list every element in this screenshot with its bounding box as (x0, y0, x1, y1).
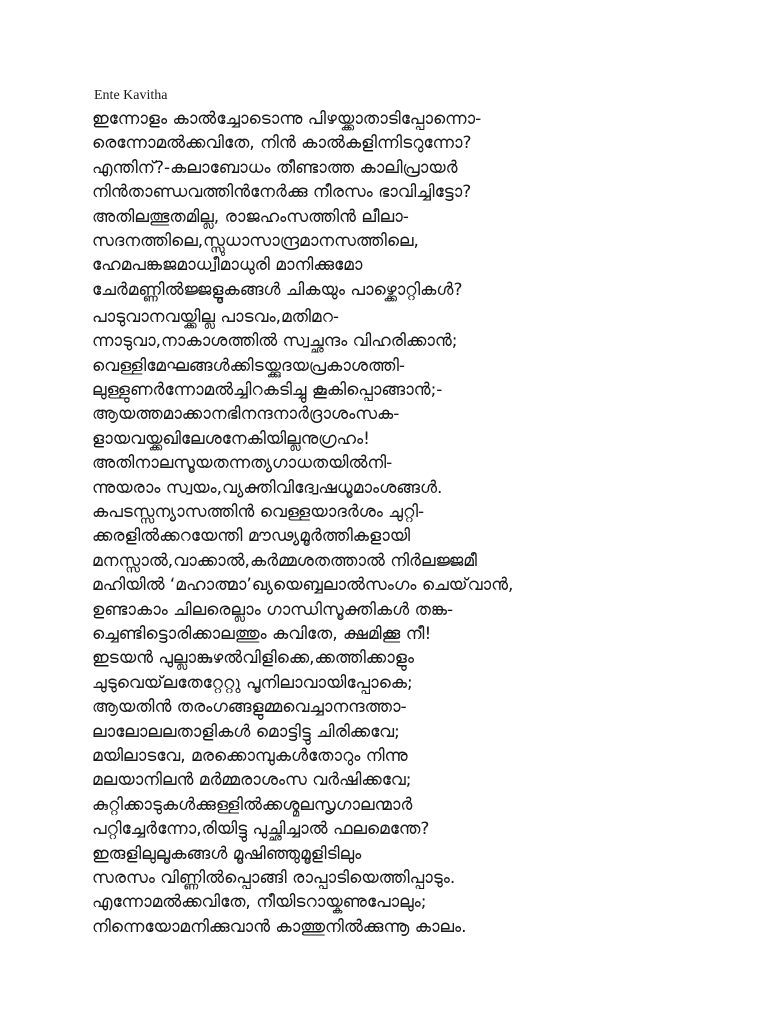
poem-line: ന്നുയരാം സ്വയം,വ്യക്തിവിദ്വേഷധൂമാംശങ്ങൾ. (92, 477, 443, 498)
poem-line: എന്തിന്?-കലാബോധം തീണ്ടാത്ത കാലിപ്രായർ (92, 157, 458, 178)
poem-line: ക്കരളിൽക്കറയേന്തി മൗഢ്യമൂർത്തികളായി (92, 526, 411, 547)
poem-line: ച്ചെണ്ടിട്ടൊരിക്കാലത്തും കവിതേ, ക്ഷമിക്കൂ നീ! (92, 624, 432, 644)
poem-line: ചേർമണ്ണിൽജ്ജളൂകങ്ങൾ ചികയും പാഴ്ക്കൊറ്റികൾ? (92, 279, 463, 300)
poem-line: മയിലാടവേ, മരക്കൊമ്പുകൾതോറും നിന്നു (92, 746, 408, 766)
poem-line: എന്നോമൽക്കവിതേ, നീയിടറായ്കണുപോലും; (92, 892, 427, 913)
poem-line: ഉണ്ടാകാം ചിലരെല്ലാം ഗാന്ധിസൂക്തികൾ തങ്ക- (92, 599, 454, 620)
poem-line: പാടുവാനവയ്ക്കില്ല പാടവം,മതിമറ- (92, 306, 339, 327)
poem-line: സദനത്തിലെ,സ്സുധാസാന്ദ്രമാനസത്തിലെ, (92, 231, 419, 251)
poem-line: മലയാനിലൻ മർമ്മരാശംസ വർഷിക്കവേ; (92, 770, 412, 791)
poem-line: ആയത്തമാക്കാനഭിനന്ദനാർദ്രാശംസക- (92, 404, 400, 425)
poem-line: ഹേമപങ്കജമാധ്വീമാധുരി മാനിക്കുമോ (92, 255, 363, 276)
poem-line: മനസ്സാൽ,വാക്കാൽ,കർമ്മശതത്താൽ നിർലജ്ജമീ (92, 550, 477, 571)
poem-line: പറ്റിച്ചേർന്നോ,രിയിട്ടു പുച്ഛിച്ചാൽ ഫലമെന്തേ? (92, 819, 430, 840)
poem-line: നിന്നെയോമനിക്കുവാൻ കാത്തുനിൽക്കുന്നൂ കാലം. (92, 916, 467, 937)
poem-line: ളായവയ്ക്കഖിലേശനേകിയില്ലനുഗ്രഹം! (92, 428, 370, 449)
poem-line: ഇടയൻ പുല്ലാങ്കുഴൽവിളിക്കെ,ക്കത്തിക്കാളും (92, 648, 414, 669)
poem-line: ലുള്ളുണർന്നോമൽച്ചിറകടിച്ചു കൂകിപ്പൊങ്ങാൻ;- (92, 380, 443, 400)
poem-line: ഇന്നോളം കാൽച്ചോടൊന്നു പിഴയ്ക്കാതാടിപ്പോന്നൊ- (92, 109, 482, 129)
poem-line: കപടസ്സന്യാസത്തിൻ വെള്ളയാദർശം ചുറ്റി- (92, 502, 425, 522)
document-title: Ente Kavitha (94, 88, 168, 103)
poem-line: നിൻതാണ്ഡവത്തിൻനേർക്കു നീരസം ഭാവിച്ചിട്ടോ? (92, 182, 472, 203)
poem-line: രെന്നോമൽക്കവിതേ, നിൻ കാൽകളിന്നിടറുന്നോ? (92, 133, 472, 154)
poem-line: അതിലത്ഭുതമില്ല, രാജഹംസത്തിൻ ലീലാ- (92, 206, 409, 227)
poem-line: ലാലോലലതാളികൾ മൊട്ടിട്ടു ചിരിക്കവേ; (92, 721, 400, 742)
poem-line: ഇരുളിലുലൂകങ്ങൾ മൂഷിഞ്ഞുമൂളിടിലും (92, 843, 362, 864)
poem-line: ന്നാടുവാ,നാകാശത്തിൽ സ്വച്ഛന്ദം വിഹരിക്കാൻ; (92, 331, 458, 352)
poem-line: കുറ്റിക്കാടുകൾക്കുള്ളിൽക്കശ്മലസൃഗാലന്മാർ (92, 794, 413, 815)
poem-line: സരസം വിണ്ണിൽപ്പൊങ്ങി രാപ്പാടിയെത്തിപ്പാടും. (92, 868, 456, 888)
poem-line: വെള്ളിമേഘങ്ങൾക്കിടയ്ക്കുദയപ്രകാശത്തി- (92, 355, 406, 376)
poem-line: മഹിയിൽ ‘മഹാത്മാ’ഖ്യയെബ്ബലാൽസംഗം ചെയ്‌വാൻ, (92, 575, 514, 596)
poem-line: ആയതിൻ തരംഗങ്ങളുമ്മവെച്ചാനന്ദത്താ- (92, 697, 407, 718)
poem-line: അതിനാലസൂയതന്നത്യഗാധതയിൽനി- (92, 453, 393, 474)
poem-line: ചുടുവെയ്‌ലതേറ്റേറ്റു പൂനിലാവായിപ്പോകെ; (92, 672, 413, 693)
